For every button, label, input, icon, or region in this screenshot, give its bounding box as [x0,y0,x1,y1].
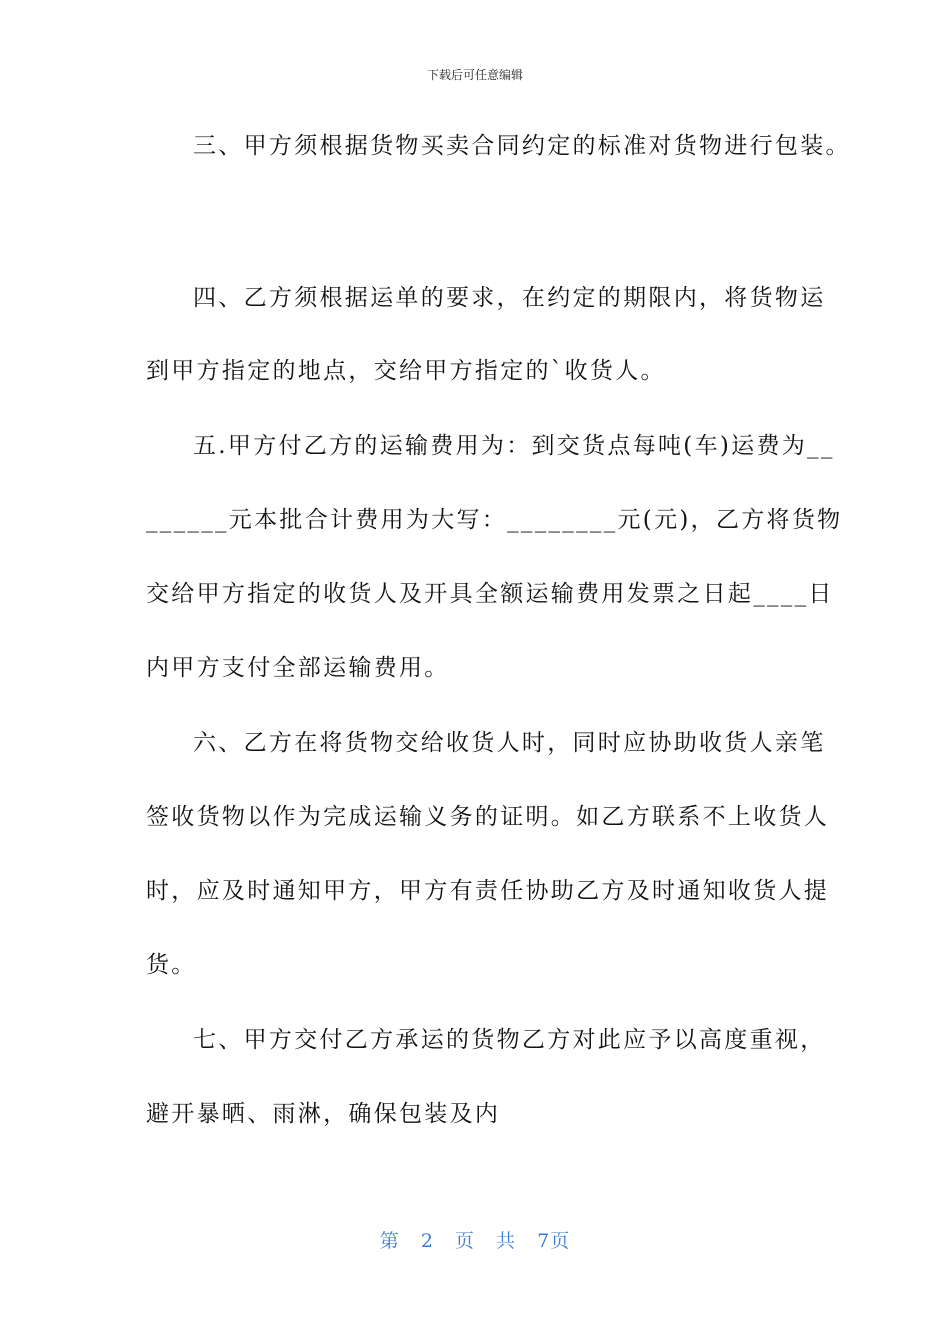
paragraph-5-line-1: 五.甲方付乙方的运输费用为：到交货点每吨(车)运费为__ [193,433,835,459]
paragraph-6-line-4: 货。 [146,952,197,978]
paragraph-5-line-2: ______元本批合计费用为大写：________元(元)，乙方将货物 [146,507,843,533]
footer-label-gong: 共 [496,1230,517,1252]
paragraph-5-line-4: 内甲方支付全部运输费用。 [146,655,450,681]
footer-label-di: 第 [379,1230,400,1252]
paragraph-6-line-1: 六、乙方在将货物交给收货人时，同时应协助收货人亲笔 [193,730,826,756]
paragraph-7-line-1: 七、甲方交付乙方承运的货物乙方对此应予以高度重视， [193,1027,826,1053]
paragraph-5-line-3: 交给甲方指定的收货人及开具全额运输费用发票之日起____日 [146,581,834,607]
paragraph-7-line-2: 避开暴晒、雨淋，确保包装及内 [146,1101,501,1127]
page-footer [0,1226,950,1253]
footer-page-current: 2 [420,1230,434,1252]
footer-label-ye: 页 [454,1230,475,1252]
page-header: 下载后可任意编辑 [426,68,523,82]
paragraph-4-line-1: 四、乙方须根据运单的要求，在约定的期限内，将货物运 [193,285,826,311]
paragraph-6-line-3: 时，应及时通知甲方，甲方有责任协助乙方及时通知收货人提 [146,878,830,904]
paragraph-3-line-1: 三、甲方须根据货物买卖合同约定的标准对货物进行包装。 [193,133,851,159]
paragraph-4-line-2: 到甲方指定的地点，交给甲方指定的`收货人。 [146,358,666,384]
paragraph-6-line-2: 签收货物以作为完成运输义务的证明。如乙方联系不上收货人 [146,804,830,830]
footer-page-total: 7页 [537,1230,571,1252]
